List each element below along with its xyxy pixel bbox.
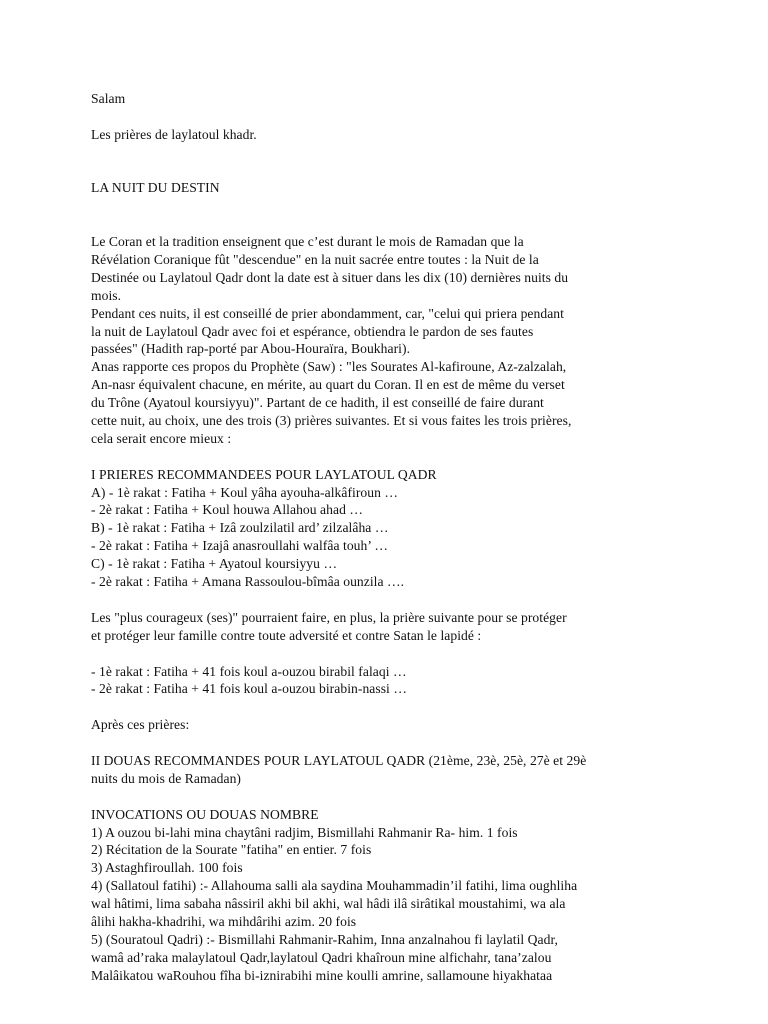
document-line: I PRIERES RECOMMANDEES POUR LAYLATOUL QADR [91, 466, 437, 482]
document-line: C) - 1è rakat : Fatiha + Ayatoul koursiyyu … [91, 556, 338, 572]
document-line: cela serait encore mieux : [91, 430, 232, 446]
document-line: - 2è rakat : Fatiha + 41 fois koul a-ouzou birabin-nassi … [91, 681, 407, 697]
document-line: Salam [91, 91, 126, 106]
document-line: Malâikatou waRouhou fîha bi-iznirabihi mine koulli amrine, sallamoune hiyakhataa [91, 967, 553, 983]
blank-line [91, 698, 687, 716]
blank-line [91, 788, 687, 806]
document-line: Anas rapporte ces propos du Prophète (Saw) : "les Sourates Al-kafiroune, Az-zalzalah, [91, 359, 567, 375]
document-line: 1) A ouzou bi-lahi mina chaytâni radjim, Bismillahi Rahmanir Ra- him. 1 fois [91, 824, 518, 840]
document-line: - 1è rakat : Fatiha + 41 fois koul a-ouzou birabil falaqi … [91, 663, 407, 679]
blank-line [91, 162, 687, 180]
document-line: LA NUIT DU DESTIN [91, 180, 220, 196]
document-line: Révélation Coranique fût "descendue" en la nuit sacrée entre toutes : la Nuit de la [91, 252, 539, 268]
document-line: et protéger leur famille contre toute adversité et contre Satan le lapidé : [91, 627, 482, 643]
document-line: wamâ ad’raka malaylatoul Qadr,laylatoul Qadri khaîroun mine alfichahr, tana’zalou [91, 949, 552, 965]
document-line: Après ces prières: [91, 717, 190, 733]
blank-line [91, 645, 687, 663]
document-line: II DOUAS RECOMMANDES POUR LAYLATOUL QADR (21ème, 23è, 25è, 27è et 29è [91, 752, 587, 768]
document-line: A) - 1è rakat : Fatiha + Koul yâha ayouha-alkâfiroun … [91, 484, 399, 500]
blank-line [91, 215, 687, 233]
document-line: - 2è rakat : Fatiha + Koul houwa Allahou ahad … [91, 502, 364, 518]
document-line: du Trône (Ayatoul koursiyyu)". Partant de ce hadith, il est conseillé de faire durant [91, 395, 544, 411]
document-line: B) - 1è rakat : Fatiha + Izâ zoulzilatil ard’ zilzalâha … [91, 520, 389, 536]
document-line: - 2è rakat : Fatiha + Amana Rassoulou-bîmâa ounzila …. [91, 574, 405, 590]
document-line: 3) Astaghfiroullah. 100 fois [91, 860, 243, 876]
document-line: nuits du mois de Ramadan) [91, 770, 242, 786]
document-line: INVOCATIONS OU DOUAS NOMBRE [91, 806, 319, 822]
document-line: An-nasr équivalent chacune, en mérite, au quart du Coran. Il en est de même du verset [91, 377, 565, 393]
document-line: Les prières de laylatoul khadr. [91, 126, 257, 142]
document-line: la nuit de Laylatoul Qadr avec foi et espérance, obtiendra le pardon de ses fautes [91, 323, 534, 339]
document-line: passées" (Hadith rap-porté par Abou-Houraïra, Boukhari). [91, 341, 411, 357]
blank-line [91, 144, 687, 162]
document-line: wal hâtimi, lima sabaha nâssiril akhi bil akhi, wal hâdi ilâ sirâtikal moustahimi, wa ala [91, 896, 566, 912]
document-line: cette nuit, au choix, une des trois (3) prières suivantes. Et si vous faites les trois prières, [91, 413, 572, 429]
blank-line [91, 448, 687, 466]
document-page [91, 90, 687, 985]
blank-line [91, 734, 687, 752]
document-line: 5) (Souratoul Qadri) :- Bismillahi Rahmanir-Rahim, Inna anzalnahou fi laylatil Qadr, [91, 931, 558, 947]
document-line: âlihi hakha-khadrihi, wa mihdârihi azim. 20 fois [91, 913, 357, 929]
blank-line [91, 108, 687, 126]
document-line: mois. [91, 287, 122, 303]
document-line: 4) (Sallatoul fatihi) :- Allahouma salli ala saydina Mouhammadin’il fatihi, lima oughliha [91, 878, 578, 894]
blank-line [91, 197, 687, 215]
document-line: - 2è rakat : Fatiha + Izajâ anasroullahi walfâa touh’ … [91, 538, 389, 554]
document-line: Le Coran et la tradition enseignent que c’est durant le mois de Ramadan que la [91, 234, 524, 250]
document-line: 2) Récitation de la Sourate "fatiha" en entier. 7 fois [91, 842, 372, 858]
blank-line [91, 591, 687, 609]
document-line: Destinée ou Laylatoul Qadr dont la date est à situer dans les dix (10) dernières nuits du [91, 269, 569, 285]
document-line: Les "plus courageux (ses)" pourraient faire, en plus, la prière suivante pour se protéger [91, 609, 567, 625]
document-line: Pendant ces nuits, il est conseillé de prier abondamment, car, "celui qui priera pendant [91, 305, 564, 321]
